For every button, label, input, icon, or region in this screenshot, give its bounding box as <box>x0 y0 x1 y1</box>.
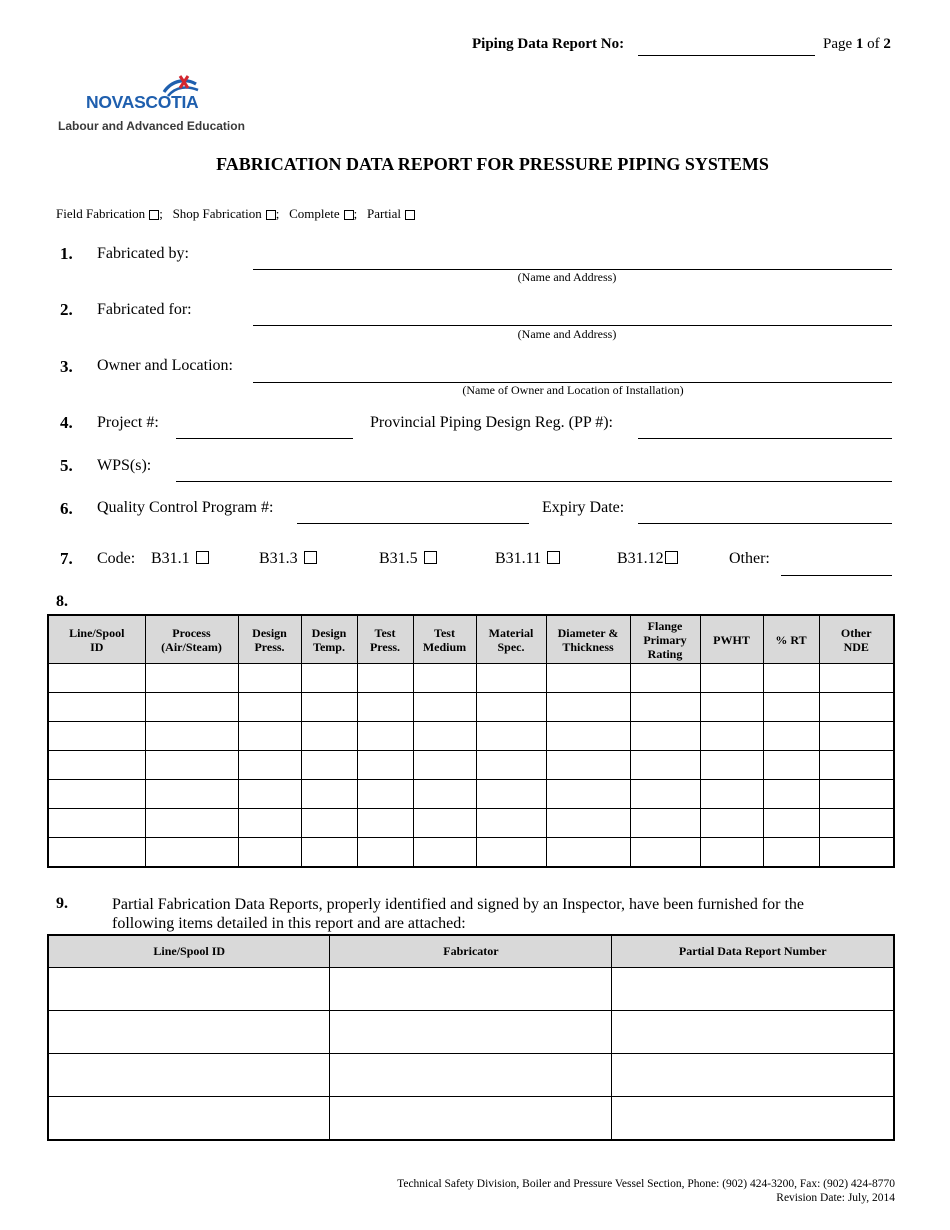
partial-input-cell[interactable] <box>48 968 330 1011</box>
pp-number-input[interactable] <box>638 438 892 439</box>
piping-input-cell[interactable] <box>546 693 630 722</box>
fab-type-partial[interactable]: Partial <box>367 206 415 221</box>
piping-input-cell[interactable] <box>357 693 413 722</box>
table-row <box>48 722 894 751</box>
partial-input-cell[interactable] <box>48 1097 330 1141</box>
field-3-number: 3. <box>60 357 73 376</box>
piping-input-cell[interactable] <box>819 664 894 693</box>
shop-fabrication-checkbox[interactable] <box>266 210 276 220</box>
table-row <box>48 1011 894 1054</box>
piping-input-cell[interactable] <box>763 693 819 722</box>
piping-input-cell[interactable] <box>819 722 894 751</box>
partial-input-cell[interactable] <box>330 1097 612 1141</box>
piping-input-cell[interactable] <box>819 751 894 780</box>
logo-department: Labour and Advanced Education <box>58 119 245 133</box>
code-b31-11-checkbox[interactable] <box>547 551 560 564</box>
footer-revision: Revision Date: July, 2014 <box>776 1192 895 1204</box>
piping-input-cell[interactable] <box>630 693 700 722</box>
piping-input-cell[interactable] <box>763 809 819 838</box>
partial-input-cell[interactable] <box>330 968 612 1011</box>
piping-input-cell[interactable] <box>413 838 476 868</box>
fabricated-by-caption: (Name and Address) <box>517 270 617 284</box>
fab-type-complete[interactable]: Complete ; <box>289 206 358 221</box>
partial-header-line-spool: Line/Spool ID <box>48 935 330 968</box>
table-row <box>48 664 894 693</box>
piping-header-cell: % RT <box>763 615 819 664</box>
piping-input-cell[interactable] <box>700 809 763 838</box>
complete-checkbox[interactable] <box>344 210 354 220</box>
piping-header-cell: Design Temp. <box>301 615 357 664</box>
partial-input-cell[interactable] <box>612 1097 894 1141</box>
piping-input-cell[interactable] <box>476 664 546 693</box>
page-total: 2 <box>883 36 891 52</box>
piping-input-cell[interactable] <box>357 780 413 809</box>
piping-input-cell[interactable] <box>546 780 630 809</box>
piping-input-cell[interactable] <box>238 664 301 693</box>
code-other-input[interactable] <box>781 575 892 576</box>
field-7-number: 7. <box>60 549 73 568</box>
piping-input-cell[interactable] <box>301 838 357 868</box>
partial-checkbox[interactable] <box>405 210 415 220</box>
piping-input-cell[interactable] <box>145 664 238 693</box>
piping-input-cell[interactable] <box>413 664 476 693</box>
page-current: 1 <box>855 36 864 52</box>
section-9-text <box>112 895 804 933</box>
project-number-input[interactable] <box>176 438 353 439</box>
logo-nova: NOVA <box>86 92 135 112</box>
project-number-label: Project #: <box>97 414 159 431</box>
piping-input-cell[interactable] <box>763 780 819 809</box>
piping-input-cell[interactable] <box>238 838 301 868</box>
piping-input-cell[interactable] <box>476 809 546 838</box>
piping-input-cell[interactable] <box>630 838 700 868</box>
field-1-number: 1. <box>60 244 73 263</box>
piping-input-cell[interactable] <box>413 809 476 838</box>
piping-header-cell: Material Spec. <box>476 615 546 664</box>
table-row <box>48 780 894 809</box>
section-9-text-line2: following items detailed in this report and are attached: <box>112 915 466 932</box>
piping-input-cell[interactable] <box>700 664 763 693</box>
piping-input-cell[interactable] <box>357 838 413 868</box>
piping-input-cell[interactable] <box>48 809 145 838</box>
piping-header-cell: Design Press. <box>238 615 301 664</box>
piping-input-cell[interactable] <box>238 780 301 809</box>
partial-table-header-row <box>48 935 894 968</box>
piping-header-cell: Test Medium <box>413 615 476 664</box>
field-4-number: 4. <box>60 413 73 432</box>
piping-input-cell[interactable] <box>476 693 546 722</box>
piping-input-cell[interactable] <box>546 809 630 838</box>
piping-input-cell[interactable] <box>145 809 238 838</box>
piping-input-cell[interactable] <box>48 693 145 722</box>
code-b31-5[interactable]: B31.5 <box>379 550 437 568</box>
piping-input-cell[interactable] <box>413 722 476 751</box>
piping-header-cell: Other NDE <box>819 615 894 664</box>
expiry-date-input[interactable] <box>638 523 892 524</box>
piping-input-cell[interactable] <box>546 838 630 868</box>
piping-input-cell[interactable] <box>476 751 546 780</box>
piping-input-cell[interactable] <box>48 751 145 780</box>
piping-input-cell[interactable] <box>630 664 700 693</box>
partial-input-cell[interactable] <box>330 1011 612 1054</box>
piping-input-cell[interactable] <box>630 751 700 780</box>
piping-input-cell[interactable] <box>700 751 763 780</box>
partial-header-report-number: Partial Data Report Number <box>612 935 894 968</box>
piping-table-header-row <box>48 615 894 664</box>
piping-input-cell[interactable] <box>301 751 357 780</box>
piping-input-cell[interactable] <box>763 664 819 693</box>
piping-input-cell[interactable] <box>238 722 301 751</box>
piping-input-cell[interactable] <box>238 751 301 780</box>
piping-input-cell[interactable] <box>357 809 413 838</box>
code-b31-1-checkbox[interactable] <box>196 551 209 564</box>
piping-input-cell[interactable] <box>630 809 700 838</box>
piping-input-cell[interactable] <box>48 722 145 751</box>
piping-header-cell: Process (Air/Steam) <box>145 615 238 664</box>
piping-input-cell[interactable] <box>48 838 145 868</box>
piping-input-cell[interactable] <box>301 780 357 809</box>
qc-program-input[interactable] <box>297 523 529 524</box>
table-row <box>48 1097 894 1141</box>
code-other-label: Other: <box>729 550 770 567</box>
piping-input-cell[interactable] <box>301 722 357 751</box>
qc-program-label: Quality Control Program #: <box>97 499 274 516</box>
section-8-number: 8. <box>56 593 68 610</box>
piping-input-cell[interactable] <box>476 838 546 868</box>
piping-input-cell[interactable] <box>546 751 630 780</box>
piping-input-cell[interactable] <box>145 780 238 809</box>
piping-input-cell[interactable] <box>546 664 630 693</box>
piping-header-cell: Line/Spool ID <box>48 615 145 664</box>
piping-input-cell[interactable] <box>763 722 819 751</box>
piping-input-cell[interactable] <box>301 693 357 722</box>
piping-input-cell[interactable] <box>238 693 301 722</box>
piping-input-cell[interactable] <box>357 722 413 751</box>
table-row <box>48 968 894 1011</box>
piping-input-cell[interactable] <box>700 722 763 751</box>
piping-input-cell[interactable] <box>301 809 357 838</box>
wps-label: WPS(s): <box>97 457 152 474</box>
section-9-number: 9. <box>56 895 68 912</box>
piping-header-cell: PWHT <box>700 615 763 664</box>
piping-input-cell[interactable] <box>763 838 819 868</box>
piping-input-cell[interactable] <box>357 751 413 780</box>
piping-input-cell[interactable] <box>145 838 238 868</box>
field-fabrication-checkbox[interactable] <box>149 210 159 220</box>
partial-input-cell[interactable] <box>612 968 894 1011</box>
fabricated-by-label: Fabricated by: <box>97 245 189 262</box>
field-6-number: 6. <box>60 499 73 518</box>
table-row <box>48 693 894 722</box>
piping-input-cell[interactable] <box>763 751 819 780</box>
page-title: FABRICATION DATA REPORT FOR PRESSURE PIPING SYSTEMS <box>216 154 769 174</box>
piping-input-cell[interactable] <box>819 838 894 868</box>
fabrication-type-row <box>56 206 415 222</box>
piping-header-cell: Test Press. <box>357 615 413 664</box>
piping-header-cell: Diameter & Thickness <box>546 615 630 664</box>
piping-input-cell[interactable] <box>413 780 476 809</box>
piping-input-cell[interactable] <box>413 693 476 722</box>
field-5-number: 5. <box>60 456 73 475</box>
piping-input-cell[interactable] <box>700 693 763 722</box>
logo-scotia: SCOTIA <box>134 92 199 112</box>
partial-input-cell[interactable] <box>612 1011 894 1054</box>
table-row <box>48 809 894 838</box>
piping-input-cell[interactable] <box>145 722 238 751</box>
piping-input-cell[interactable] <box>238 809 301 838</box>
code-b31-5-checkbox[interactable] <box>424 551 437 564</box>
piping-input-cell[interactable] <box>630 722 700 751</box>
piping-input-cell[interactable] <box>700 780 763 809</box>
page-word: Page <box>823 36 853 52</box>
partial-input-cell[interactable] <box>330 1054 612 1097</box>
piping-data-table <box>47 614 895 868</box>
code-b31-3-checkbox[interactable] <box>304 551 317 564</box>
footer <box>397 1177 895 1205</box>
code-label: Code: <box>97 550 136 567</box>
piping-input-cell[interactable] <box>546 722 630 751</box>
piping-input-cell[interactable] <box>700 838 763 868</box>
code-b31-12[interactable]: B31.12 <box>617 550 678 568</box>
fab-type-shop[interactable]: Shop Fabrication ; <box>172 206 280 221</box>
piping-input-cell[interactable] <box>48 664 145 693</box>
owner-location-caption: (Name of Owner and Location of Installation) <box>462 383 684 397</box>
code-b31-1[interactable]: B31.1 <box>151 550 209 568</box>
table-row <box>48 751 894 780</box>
piping-input-cell[interactable] <box>819 780 894 809</box>
table-row <box>48 838 894 868</box>
piping-input-cell[interactable] <box>476 722 546 751</box>
piping-input-cell[interactable] <box>357 664 413 693</box>
fabricated-for-input[interactable] <box>253 325 892 326</box>
fabricated-for-label: Fabricated for: <box>97 301 192 318</box>
partial-input-cell[interactable] <box>48 1011 330 1054</box>
partial-header-fabricator: Fabricator <box>330 935 612 968</box>
report-number-input[interactable] <box>638 55 815 56</box>
partial-input-cell[interactable] <box>612 1054 894 1097</box>
report-number-label: Piping Data Report No: <box>472 36 625 52</box>
piping-input-cell[interactable] <box>145 751 238 780</box>
table-row <box>48 1054 894 1097</box>
piping-input-cell[interactable] <box>630 780 700 809</box>
footer-contact: Technical Safety Division, Boiler and Pressure Vessel Section, Phone: (902) 424-3200, Fax: (902) 424-8770 <box>397 1178 895 1190</box>
wps-input[interactable] <box>176 481 892 482</box>
partial-reports-table <box>47 934 895 1141</box>
code-b31-3[interactable]: B31.3 <box>259 550 317 568</box>
piping-input-cell[interactable] <box>819 693 894 722</box>
piping-input-cell[interactable] <box>48 780 145 809</box>
piping-input-cell[interactable] <box>413 751 476 780</box>
piping-input-cell[interactable] <box>819 809 894 838</box>
page-of: of <box>867 36 880 52</box>
code-b31-11[interactable]: B31.11 <box>495 550 560 568</box>
owner-location-label: Owner and Location: <box>97 357 233 374</box>
pp-number-label: Provincial Piping Design Reg. (PP #): <box>370 414 613 431</box>
field-2-number: 2. <box>60 300 73 319</box>
fab-type-field[interactable]: Field Fabrication ; <box>56 206 163 221</box>
expiry-date-label: Expiry Date: <box>542 499 625 516</box>
code-b31-12-checkbox[interactable] <box>665 551 678 564</box>
page-indicator <box>823 36 891 53</box>
piping-header-cell: Flange Primary Rating <box>630 615 700 664</box>
partial-input-cell[interactable] <box>48 1054 330 1097</box>
fabricated-for-caption: (Name and Address) <box>517 327 617 341</box>
nova-scotia-logo <box>58 74 258 136</box>
piping-input-cell[interactable] <box>476 780 546 809</box>
piping-input-cell[interactable] <box>145 693 238 722</box>
section-9-text-line1: Partial Fabrication Data Reports, properly identified and signed by an Inspector, have been furnished for the <box>112 896 805 913</box>
piping-input-cell[interactable] <box>301 664 357 693</box>
